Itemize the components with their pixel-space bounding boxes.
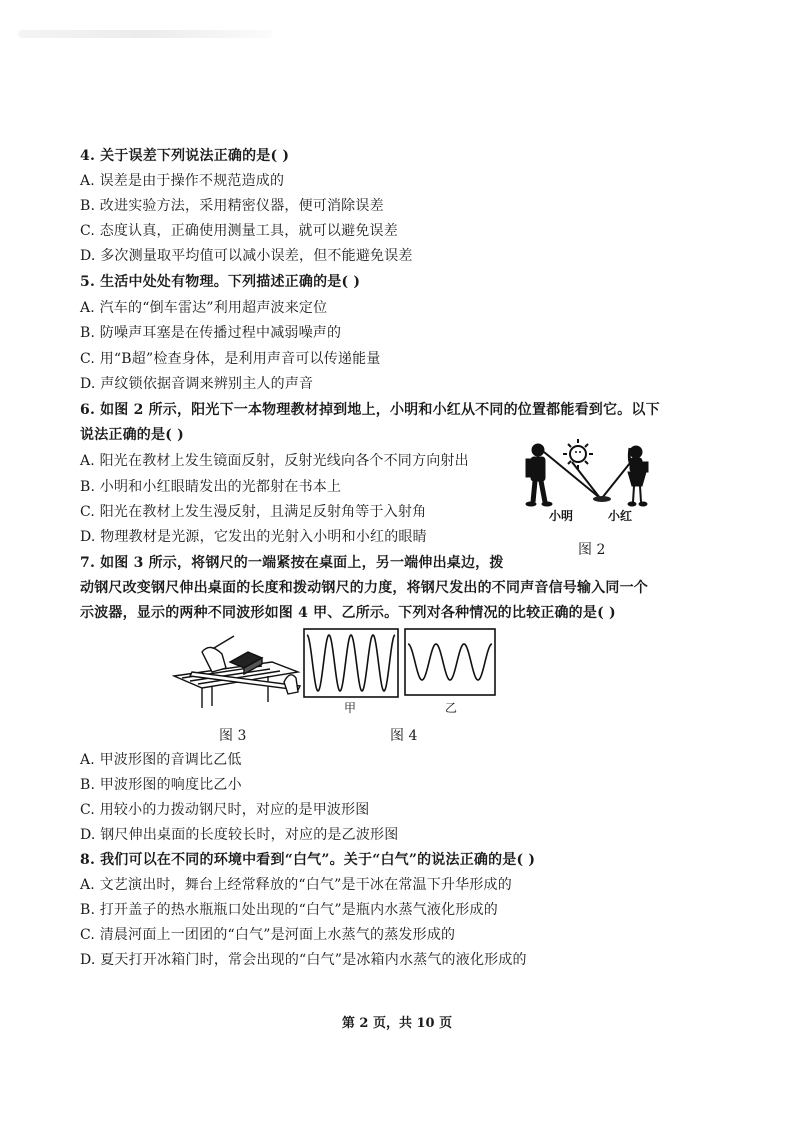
- q8-stem: 8. 我们可以在不同的环境中看到“白气”。关于“白气”的说法正确的是( ): [80, 852, 536, 868]
- label-xiaohong: 小红: [608, 509, 633, 523]
- q6-stem-line1: 6. 如图 2 所示，阳光下一本物理教材掉到地上，小明和小红从不同的位置都能看到它。以下: [80, 402, 660, 418]
- q4-stem: 4. 关于误差下列说法正确的是( ): [80, 148, 290, 164]
- figure-3-caption: 图 3: [219, 728, 247, 744]
- wave-jia-label: 甲: [344, 701, 357, 715]
- q8-option-d: D. 夏天打开冰箱门时，常会出现的“白气”是冰箱内水蒸气的液化形成的: [80, 952, 527, 968]
- q5-option-d: D. 声纹锁依据音调来辨别主人的声音: [80, 376, 314, 392]
- incident-ray: [572, 462, 600, 498]
- scan-smudge: [18, 30, 273, 38]
- sun-icon: [563, 439, 593, 469]
- q8-option-b: B. 打开盖子的热水瓶瓶口处出现的“白气”是瓶内水蒸气液化形成的: [80, 902, 498, 918]
- q5-stem: 5. 生活中处处有物理。下列描述正确的是( ): [80, 274, 361, 290]
- q7-option-a: A. 甲波形图的音调比乙低: [80, 752, 242, 768]
- q8-option-c: C. 清晨河面上一团团的“白气”是河面上水蒸气的蒸发形成的: [80, 927, 456, 943]
- q6-option-c: C. 阳光在教材上发生漫反射，且满足反射角等于入射角: [80, 504, 427, 520]
- q6-option-a: A. 阳光在教材上发生镜面反射，反射光线向各个不同方向射出: [80, 453, 469, 469]
- q7-stem-line2: 动钢尺改变钢尺伸出桌面的长度和拨动钢尺的力度，将钢尺发出的不同声音信号输入同一个: [80, 580, 648, 596]
- q5-option-a: A. 汽车的“倒车雷达”利用超声波来定位: [80, 300, 328, 316]
- figure-2-reflection-illustration: [516, 436, 666, 556]
- q6-stem-line2: 说法正确的是( ): [80, 427, 184, 443]
- q7-option-b: B. 甲波形图的响度比乙小: [80, 777, 242, 793]
- page-footer: 第 2 页，共 10 页: [341, 1016, 453, 1031]
- figure-4-wave-yi: [404, 628, 496, 698]
- label-xiaoming: 小明: [549, 509, 574, 523]
- book-icon: [593, 496, 611, 502]
- q7-stem-line1: 7. 如图 3 所示，将钢尺的一端紧按在桌面上，另一端伸出桌边，拨: [80, 555, 504, 571]
- figure-2-caption: 图 2: [578, 542, 606, 558]
- q5-option-b: B. 防噪声耳塞是在传播过程中减弱噪声的: [80, 325, 342, 341]
- q5-option-c: C. 用“B超”检查身体，是利用声音可以传递能量: [80, 351, 381, 367]
- q4-option-a: A. 误差是由于操作不规范造成的: [80, 173, 285, 189]
- q6-option-d: D. 物理教材是光源，它发出的光射入小明和小红的眼睛: [80, 529, 427, 545]
- q7-stem-line3: 示波器，显示的两种不同波形如图 4 甲、乙所示。下列对各种情况的比较正确的是( ): [80, 605, 616, 621]
- q4-option-c: C. 态度认真，正确使用测量工具，就可以避免误差: [80, 223, 398, 239]
- figure-4-wave-jia: [303, 628, 399, 702]
- wave-yi-label: 乙: [445, 701, 458, 715]
- q7-option-c: C. 用较小的力拨动钢尺时，对应的是甲波形图: [80, 802, 370, 818]
- boy-figure-icon: [526, 444, 552, 506]
- girl-figure-icon: [628, 446, 648, 506]
- q4-option-d: D. 多次测量取平均值可以减小误差，但不能避免误差: [80, 248, 413, 264]
- q6-option-b: B. 小明和小红眼睛发出的光都射在书本上: [80, 479, 342, 495]
- figure-3-ruler-illustration: [172, 632, 302, 712]
- q4-option-b: B. 改进实验方法，采用精密仪器，便可消除误差: [80, 198, 384, 214]
- q7-option-d: D. 钢尺伸出桌面的长度较长时，对应的是乙波形图: [80, 827, 399, 843]
- figure-4-caption: 图 4: [390, 728, 418, 744]
- q8-option-a: A. 文艺演出时，舞台上经常释放的“白气”是干冰在常温下升华形成的: [80, 877, 512, 893]
